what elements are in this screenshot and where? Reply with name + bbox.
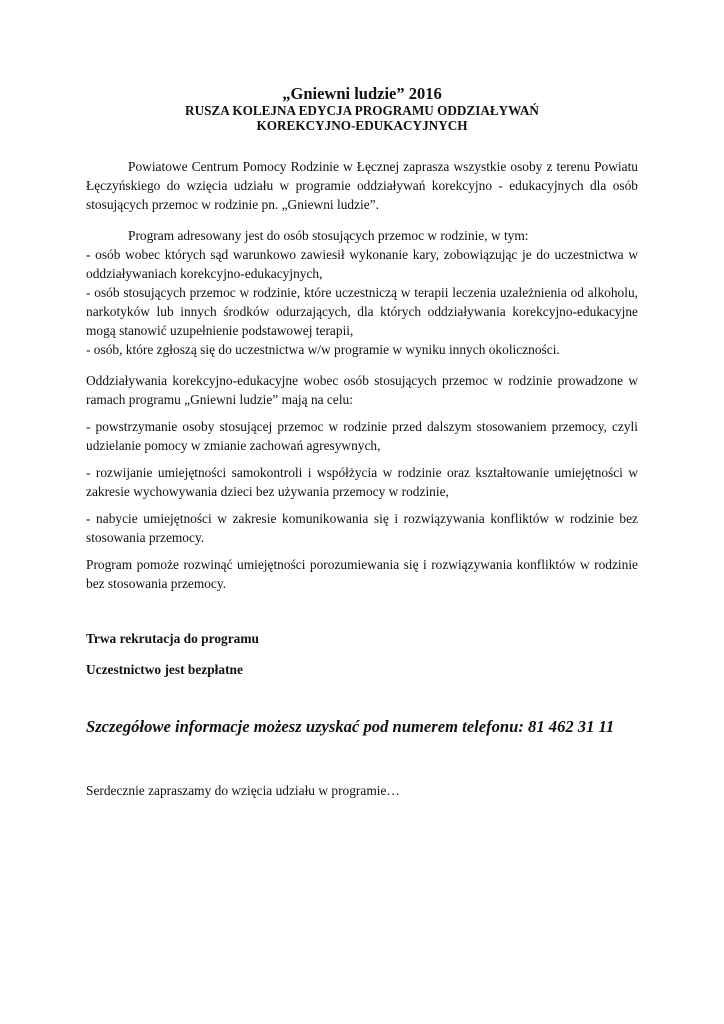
closing-line: Serdecznie zapraszamy do wzięcia udziału w programie… [86,783,400,798]
goals-intro: Oddziaływania korekcyjno-edukacyjne wobec osób stosujących przemoc w rodzinie prowadzone w ramach programu „Gniewni ludzie” mają na celu: [86,373,638,407]
goal-item: - nabycie umiejętności w zakresie komunikowania się i rozwiązywania konfliktów w rodzinie bez stosowania przemocy. [86,511,638,545]
target-item: - osób, które zgłoszą się do uczestnictwa w/w programie w wyniku innych okoliczności. [86,342,560,357]
target-item: - osób wobec których sąd warunkowo zawiesił wykonanie kary, zobowiązując je do uczestnictwa w oddziaływaniach korekcyjno-edukacyjnych, [86,247,638,281]
goal-item: - rozwijanie umiejętności samokontroli i współżycia w rodzinie oraz kształtowanie umiejętności w zakresie wychowywania dzieci bez używania przemocy w rodzinie, [86,465,638,499]
contact-phone-line: Szczegółowe informacje możesz uzyskać pod numerem telefonu: 81 462 31 11 [86,717,615,736]
free-participation-notice: Uczestnictwo jest bezpłatne [86,662,243,677]
document-page [86,84,638,800]
target-item: - osób stosujących przemoc w rodzinie, które uczestniczą w terapii leczenia uzależnienia od alkoholu, narkotyków lub innych środków odurzających, dla których oddziaływania korekcyjno-edukacyjne mogą stanowić uzupełnienie podstawowej terapii, [86,285,638,338]
outcome-paragraph: Program pomoże rozwinąć umiejętności porozumiewania się i rozwiązywania konfliktów w rodzinie bez stosowania przemocy. [86,557,638,591]
target-intro: Program adresowany jest do osób stosujących przemoc w rodzinie, w tym: [128,228,529,243]
document-subtitle-line2: KOREKCYJNO-EDUKACYJNYCH [256,118,468,133]
document-title: „Gniewni ludzie” 2016 [282,84,442,103]
document-subtitle-line1: RUSZA KOLEJNA EDYCJA PROGRAMU ODDZIAŁYWAŃ [185,103,539,118]
recruitment-notice: Trwa rekrutacja do programu [86,631,259,646]
goal-item: - powstrzymanie osoby stosującej przemoc w rodzinie przed dalszym stosowaniem przemocy, czyli udzielanie pomocy w zmianie zachowań agresywnych, [86,419,638,453]
intro-paragraph: Powiatowe Centrum Pomocy Rodzinie w Łęcznej zaprasza wszystkie osoby z terenu Powiatu Łęczyńskiego do wzięcia udziału w programie oddziaływań korekcyjno - edukacyjnych dla osób stosujących przemoc w rodzinie pn. „Gniewni ludzie”. [86,159,638,212]
